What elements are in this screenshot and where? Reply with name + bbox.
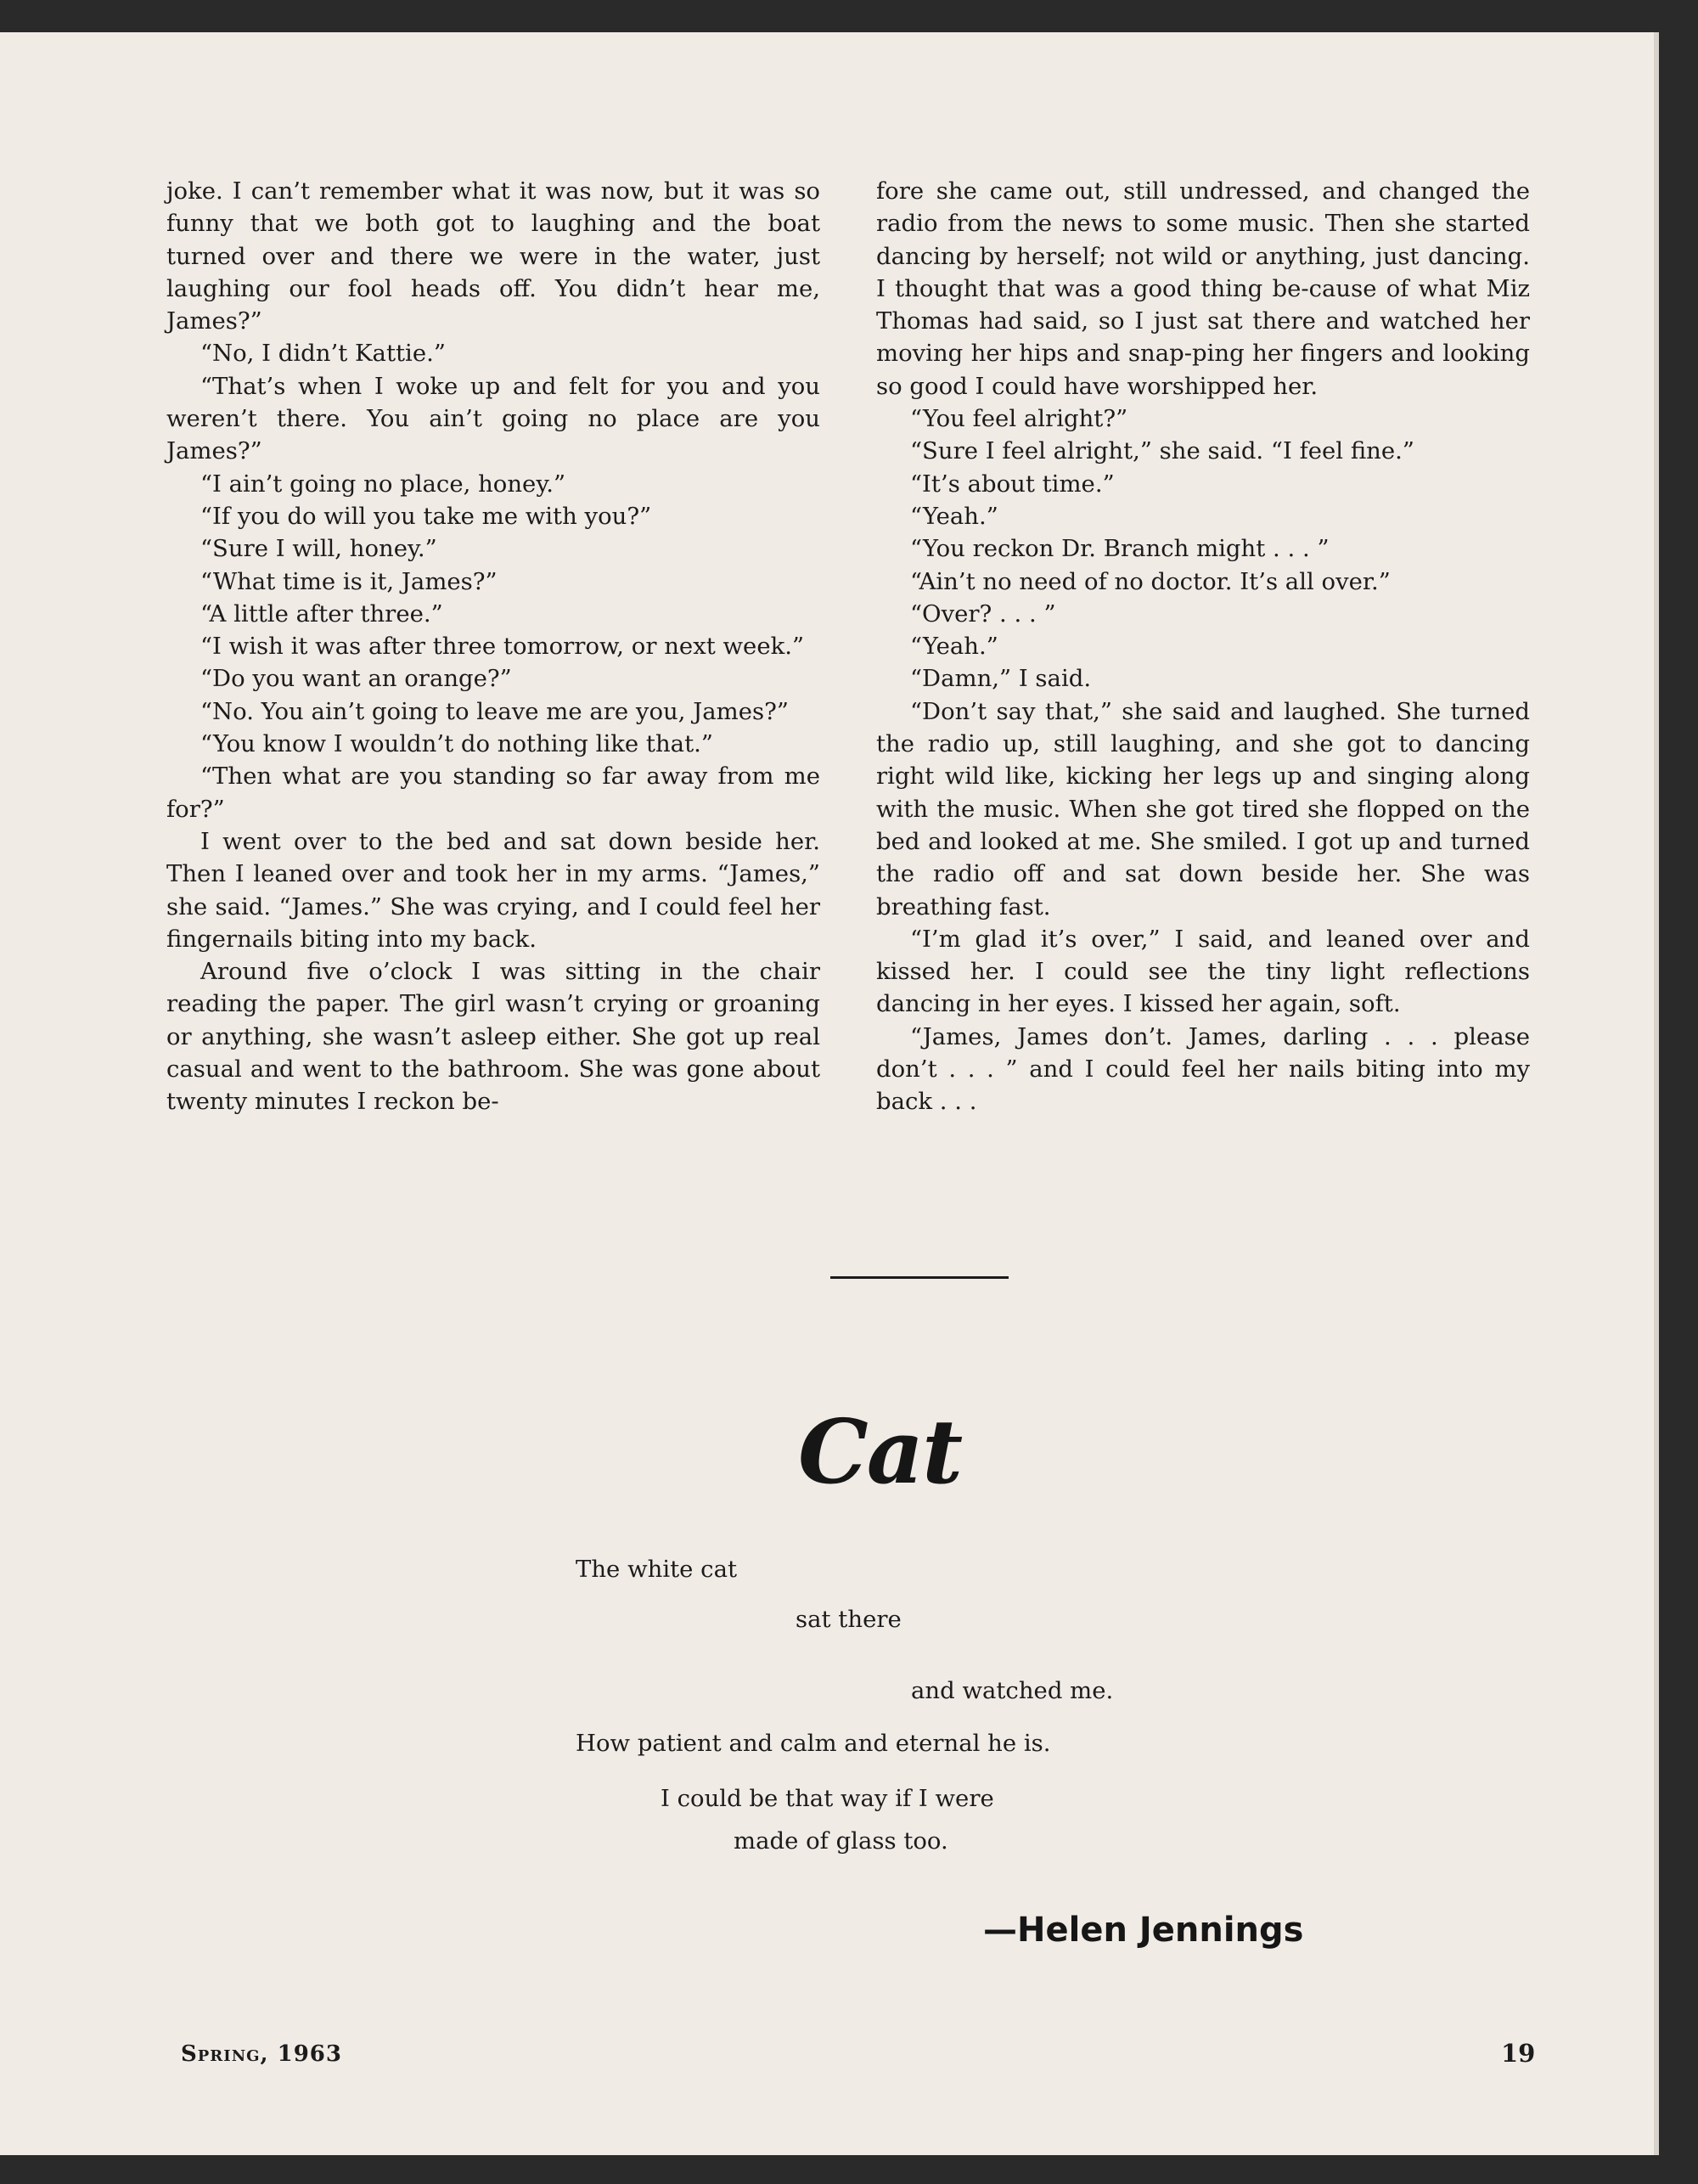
paragraph: “Yeah.” — [910, 502, 998, 530]
poem-line: I could be that way if I were — [661, 1785, 994, 1812]
page-number: 19 — [1501, 2039, 1536, 2068]
poem-line: How patient and calm and eternal he is. — [576, 1730, 1051, 1757]
story-column-left — [166, 175, 820, 1118]
issue-footer: Spring, 1963 — [181, 2041, 342, 2067]
paragraph: fore she came out, still undressed, and changed the radio from the news to some music. Then she started dancing by herself; not wild or anything, just dancing. I thought that was a good thing be-cause of what Miz Thomas had said, so I just sat there and watched her moving her hips and snap-ping her fingers and looking so good I could have worshipped her. — [876, 177, 1530, 400]
paragraph: “You feel alright?” — [910, 405, 1128, 433]
paragraph: “No, I didn’t Kattie.” — [200, 340, 446, 368]
paragraph: “I’m glad it’s over,” I said, and leaned over and kissed her. I could see the tiny light reflections dancing in her eyes. I kissed her again, soft. — [876, 925, 1530, 1018]
poem-line: made of glass too. — [734, 1827, 948, 1855]
paragraph: “If you do will you take me with you?” — [200, 502, 652, 530]
paragraph: joke. I can’t remember what it was now, but it was so funny that we both got to laughing and the boat turned over and there we were in the water, just laughing our fool heads off. You didn’t hear me, James?” — [166, 177, 820, 335]
paragraph: “I wish it was after three tomorrow, or next week.” — [200, 633, 805, 661]
paragraph: “Sure I will, honey.” — [200, 535, 437, 563]
paragraph: I went over to the bed and sat down beside her. Then I leaned over and took her in my arms. “James,” she said. “James.” She was crying, and I could feel her fingernails biting into my back. — [166, 827, 820, 953]
paragraph: “Then what are you standing so far away from me for?” — [166, 763, 820, 823]
paragraph: “A little after three.” — [200, 599, 443, 628]
paragraph: “Do you want an orange?” — [200, 665, 512, 693]
paragraph: “No. You ain’t going to leave me are you, James?” — [200, 697, 789, 725]
poem-title: Cat — [798, 1399, 962, 1504]
paragraph: “You know I wouldn’t do nothing like that.” — [200, 730, 713, 758]
paragraph: “Yeah.” — [910, 633, 998, 661]
paragraph: “You reckon Dr. Branch might . . . ” — [910, 535, 1330, 563]
paragraph: “That’s when I woke up and felt for you and you weren’t there. You ain’t going no place are you James?” — [166, 372, 820, 465]
poem-line: and watched me. — [911, 1677, 1114, 1704]
paragraph: “It’s about time.” — [910, 470, 1115, 498]
section-divider — [830, 1276, 1009, 1279]
paragraph: “Ain’t no need of no doctor. It’s all over.” — [910, 567, 1391, 595]
paragraph: “Sure I feel alright,” she said. “I feel fine.” — [910, 437, 1414, 465]
poem-author: —Helen Jennings — [983, 1911, 1304, 1950]
poem-line: sat there — [796, 1606, 902, 1633]
paragraph: “What time is it, James?” — [200, 567, 498, 595]
paragraph: “Don’t say that,” she said and laughed. She turned the radio up, still laughing, and she got to dancing right wild like, kicking her legs up and singing along with the music. When she got tired she flopped on the bed and looked at me. She smiled. I got up and turned the radio off and sat down beside her. She was breathing fast. — [876, 697, 1530, 920]
paragraph: “I ain’t going no place, honey.” — [200, 470, 566, 498]
paragraph: “James, James don’t. James, darling . . . please don’t . . . ” and I could feel her nails biting into my back . . . — [876, 1022, 1530, 1116]
paragraph: “Damn,” I said. — [910, 665, 1092, 693]
poem-line: The white cat — [576, 1556, 738, 1583]
magazine-page — [0, 32, 1654, 2155]
paragraph: “Over? . . . ” — [910, 599, 1056, 628]
paragraph: Around five o’clock I was sitting in the chair reading the paper. The girl wasn’t crying or groaning or anything, she wasn’t asleep either. She got up real casual and went to the bathroom. She was gone about twenty minutes I reckon be- — [166, 958, 820, 1116]
story-column-right — [876, 175, 1530, 1118]
